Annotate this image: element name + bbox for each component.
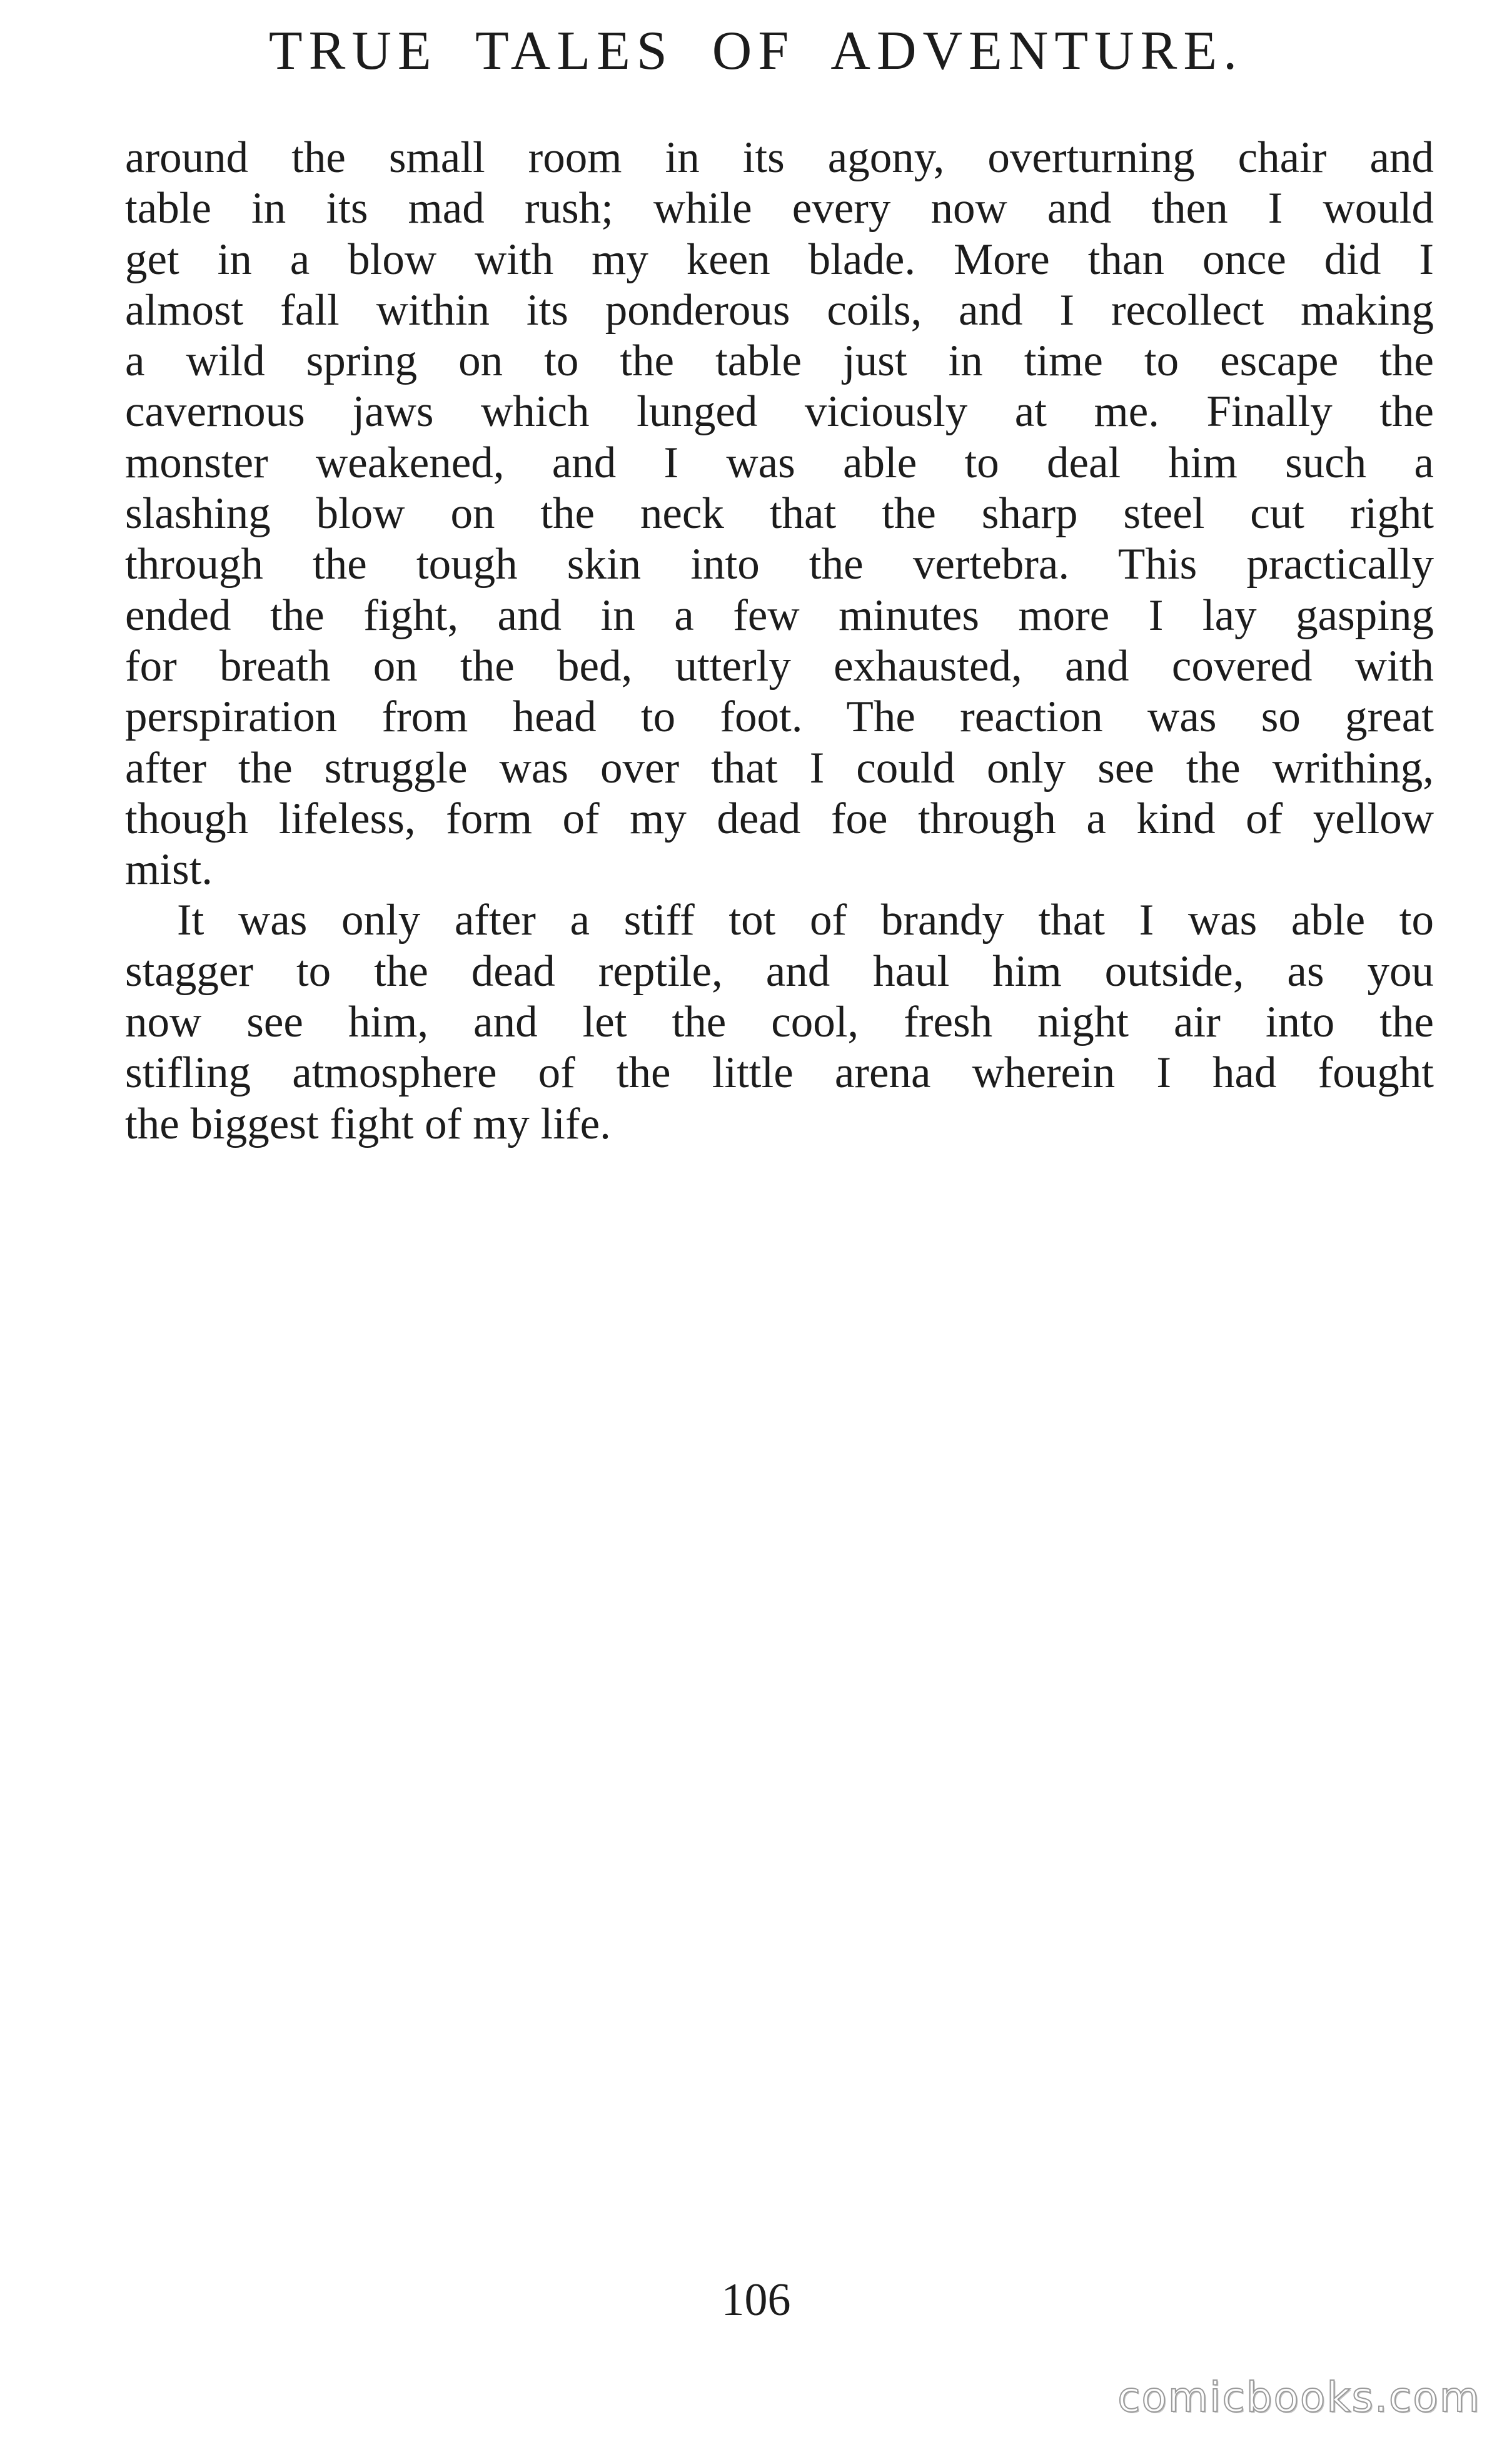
text-line: mist. bbox=[125, 845, 213, 894]
text-line: through the tough skin into the vertebra. This practically bbox=[125, 540, 1434, 589]
page-number: 106 bbox=[721, 2274, 791, 2326]
text-line: cavernous jaws which lunged viciously at me. Finally the bbox=[125, 387, 1434, 437]
watermark-text: comicbooks.com bbox=[1117, 2373, 1481, 2421]
text-line: the biggest fight of my life. bbox=[125, 1099, 611, 1148]
text-line: get in a blow with my keen blade. More than once did I bbox=[125, 235, 1434, 284]
text-line: a wild spring on to the table just in time to escape the bbox=[125, 337, 1434, 386]
text-line: table in its mad rush; while every now and then I would bbox=[125, 184, 1434, 233]
text-line: almost fall within its ponderous coils, and I recollect making bbox=[125, 285, 1434, 335]
text-line: for breath on the bed, utterly exhausted, and covered with bbox=[125, 641, 1434, 691]
paragraph-2 bbox=[125, 895, 1434, 1149]
text-line: slashing blow on the neck that the sharp steel cut right bbox=[125, 489, 1434, 539]
text-line: monster weakened, and I was able to deal him such a bbox=[125, 438, 1434, 487]
text-line: stifling atmosphere of the little arena wherein I had fought bbox=[125, 1048, 1434, 1098]
text-line: ended the fight, and in a few minutes more I lay gasping bbox=[125, 590, 1434, 640]
text-line: It was only after a stiff tot of brandy that I was able to bbox=[177, 896, 1434, 945]
paragraph-1 bbox=[125, 133, 1434, 895]
text-line: after the struggle was over that I could only see the writhing, bbox=[125, 743, 1434, 793]
text-line: around the small room in its agony, overturning chair and bbox=[125, 133, 1434, 182]
running-head: TRUE TALES OF ADVENTURE. bbox=[268, 21, 1244, 81]
body-text bbox=[125, 133, 1434, 1150]
text-line: stagger to the dead reptile, and haul him outside, as you bbox=[125, 946, 1434, 996]
text-line: though lifeless, form of my dead foe through a kind of yellow bbox=[125, 794, 1434, 843]
text-line: now see him, and let the cool, fresh night air into the bbox=[125, 998, 1434, 1047]
text-line: perspiration from head to foot. The reaction was so great bbox=[125, 692, 1434, 742]
